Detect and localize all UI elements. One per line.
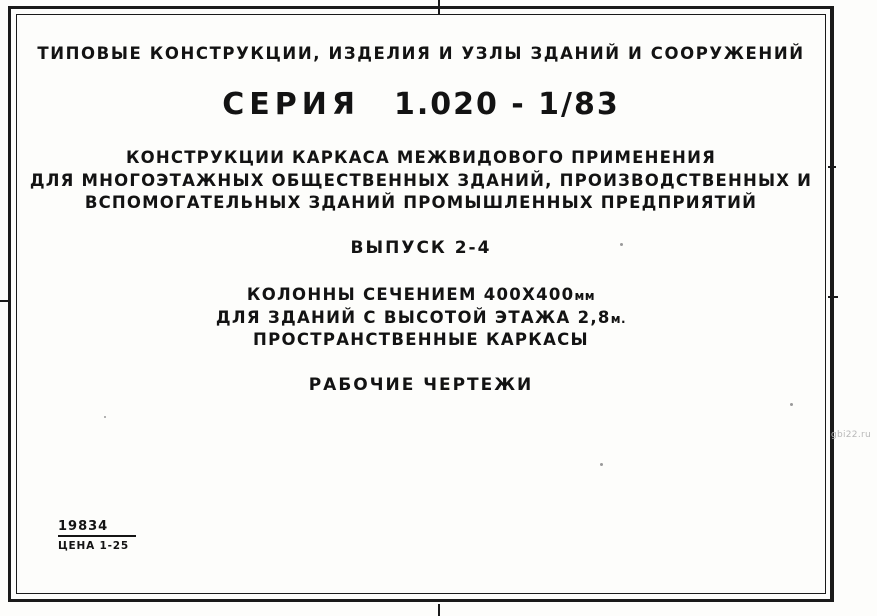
stamp-number: 19834: [58, 519, 109, 534]
drawings-label: РАБОЧИЕ ЧЕРТЕЖИ: [308, 375, 534, 395]
edge-tick-top: [438, 0, 440, 14]
edge-tick-right-upper: [828, 166, 836, 168]
description-line-2-text: ДЛЯ ЗДАНИЙ С ВЫСОТОЙ ЭТАЖА 2,8: [215, 308, 611, 327]
description-line-2-unit: м.: [610, 312, 627, 326]
edge-tick-left: [0, 300, 10, 302]
subtitle-line-3: ВСПОМОГАТЕЛЬНЫХ ЗДАНИЙ ПРОМЫШЛЕННЫХ ПРЕДПРИЯТИЙ: [84, 193, 758, 212]
series-label: СЕРИЯ: [222, 87, 360, 122]
edge-tick-bottom: [438, 604, 440, 616]
subtitle-line-2: ДЛЯ МНОГОЭТАЖНЫХ ОБЩЕСТВЕННЫХ ЗДАНИЙ, ПРОИЗВОДСТВЕННЫХ И: [29, 171, 813, 190]
watermark-text: gbi22.ru: [830, 430, 871, 440]
description-line-1-text: КОЛОННЫ СЕЧЕНИЕМ 400Х400: [246, 285, 575, 304]
series-line: [20, 87, 822, 122]
stamp-price: ЦЕНА 1-25: [58, 540, 129, 552]
title-block: [20, 18, 822, 590]
stamp-rule: [58, 535, 136, 537]
edge-tick-right: [828, 296, 838, 298]
scan-speck: [790, 403, 793, 406]
scan-speck: [600, 463, 603, 466]
description-line-2: [20, 308, 822, 327]
series-number: 1.020 - 1/83: [393, 87, 620, 122]
issue-number: ВЫПУСК 2-4: [350, 238, 492, 258]
scan-speck: [104, 416, 106, 418]
description-line-1-unit: мм: [574, 289, 596, 303]
subtitle-line-1: КОНСТРУКЦИИ КАРКАСА МЕЖВИДОВОГО ПРИМЕНЕНИЯ: [126, 148, 716, 167]
description-line-3: ПРОСТРАНСТВЕННЫЕ КАРКАСЫ: [253, 330, 589, 349]
document-header: ТИПОВЫЕ КОНСТРУКЦИИ, ИЗДЕЛИЯ И УЗЛЫ ЗДАНИЙ И СООРУЖЕНИЙ: [37, 44, 805, 63]
scan-speck: [620, 243, 623, 246]
stamp-block: [58, 519, 136, 552]
description-line-1: [20, 285, 822, 304]
